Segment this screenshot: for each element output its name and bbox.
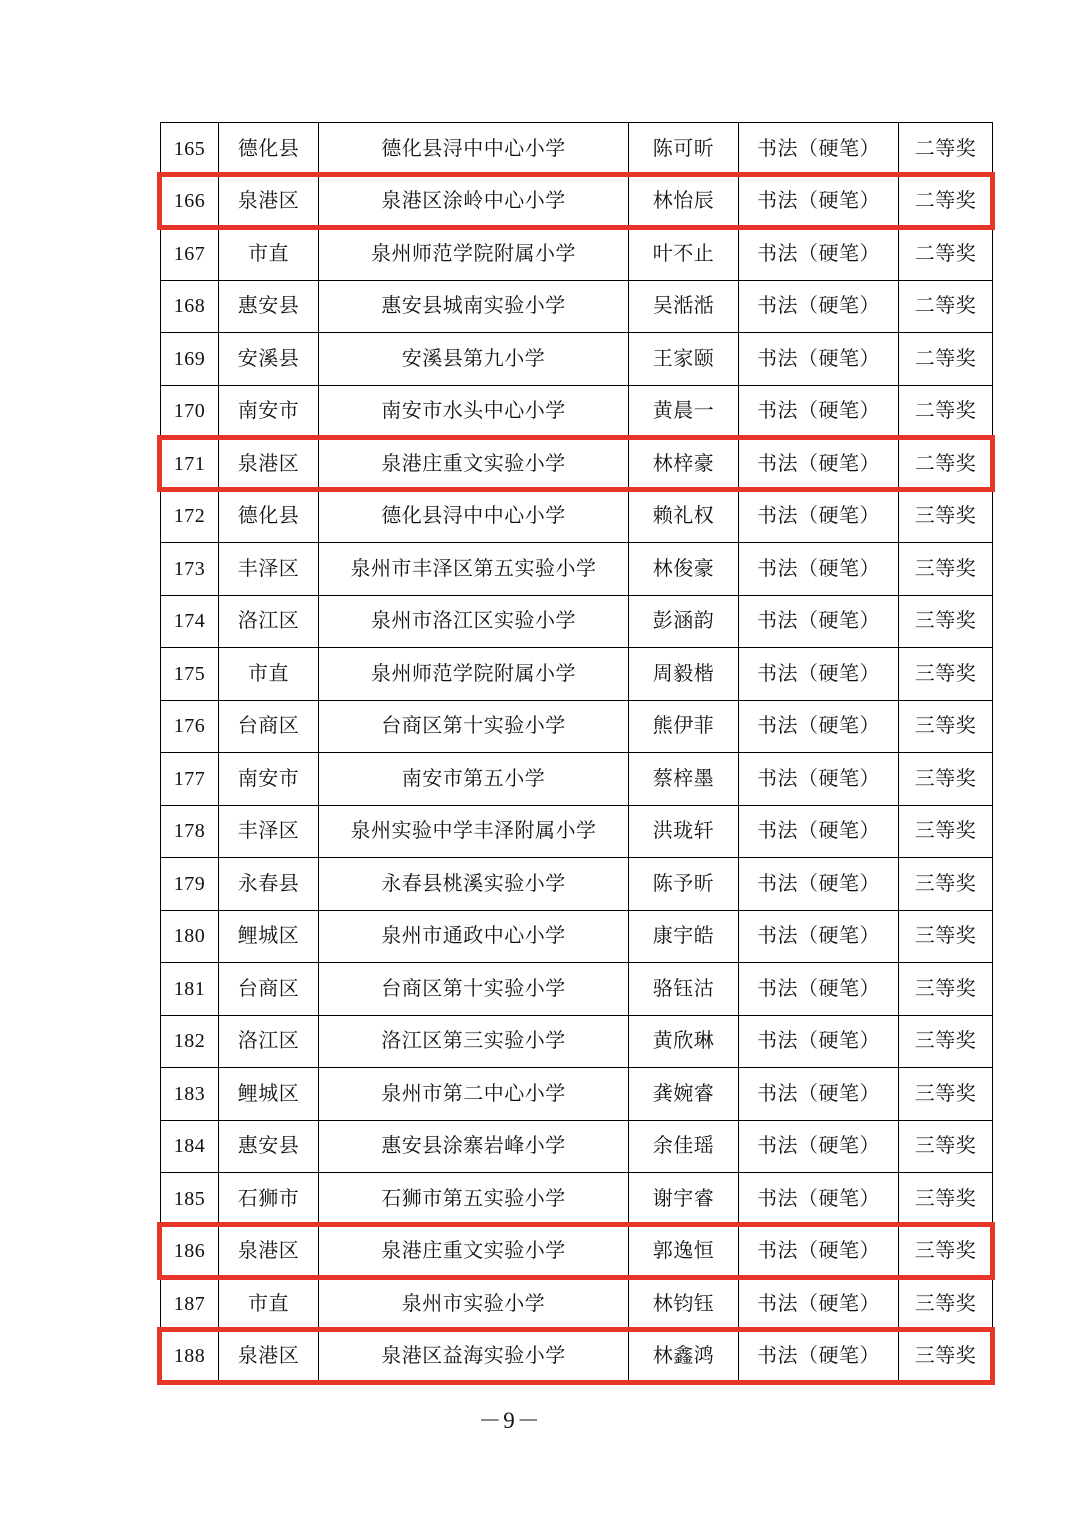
cell-school: 泉州市洛江区实验小学: [319, 595, 629, 648]
cell-student-name: 康宇皓: [629, 910, 739, 963]
cell-category: 书法（硬笔）: [739, 1278, 899, 1331]
cell-district: 惠安县: [219, 280, 319, 333]
cell-award: 三等奖: [899, 1278, 993, 1331]
cell-district: 泉港区: [219, 1225, 319, 1278]
cell-category: 书法（硬笔）: [739, 333, 899, 386]
cell-category: 书法（硬笔）: [739, 175, 899, 228]
cell-district: 丰泽区: [219, 543, 319, 596]
cell-student-name: 林怡辰: [629, 175, 739, 228]
cell-category: 书法（硬笔）: [739, 490, 899, 543]
cell-category: 书法（硬笔）: [739, 1068, 899, 1121]
cell-serial-number: 184: [161, 1120, 219, 1173]
cell-student-name: 林俊豪: [629, 543, 739, 596]
table-row: [161, 1120, 993, 1173]
cell-award: 三等奖: [899, 910, 993, 963]
cell-award: 三等奖: [899, 543, 993, 596]
cell-district: 德化县: [219, 490, 319, 543]
cell-school: 德化县浔中中心小学: [319, 123, 629, 176]
cell-school: 泉州师范学院附属小学: [319, 648, 629, 701]
cell-category: 书法（硬笔）: [739, 910, 899, 963]
cell-award: 三等奖: [899, 858, 993, 911]
cell-school: 台商区第十实验小学: [319, 963, 629, 1016]
table-row: [161, 123, 993, 176]
cell-award: 三等奖: [899, 805, 993, 858]
cell-district: 台商区: [219, 963, 319, 1016]
cell-category: 书法（硬笔）: [739, 648, 899, 701]
award-table: [160, 122, 993, 1383]
cell-district: 洛江区: [219, 1015, 319, 1068]
cell-district: 德化县: [219, 123, 319, 176]
cell-serial-number: 181: [161, 963, 219, 1016]
cell-category: 书法（硬笔）: [739, 228, 899, 281]
table-row: [161, 805, 993, 858]
cell-student-name: 郭逸恒: [629, 1225, 739, 1278]
cell-category: 书法（硬笔）: [739, 280, 899, 333]
cell-serial-number: 182: [161, 1015, 219, 1068]
cell-award: 三等奖: [899, 1015, 993, 1068]
cell-serial-number: 180: [161, 910, 219, 963]
cell-student-name: 王家颐: [629, 333, 739, 386]
cell-award: 二等奖: [899, 228, 993, 281]
cell-student-name: 林钧钰: [629, 1278, 739, 1331]
cell-award: 三等奖: [899, 753, 993, 806]
cell-serial-number: 165: [161, 123, 219, 176]
cell-award: 二等奖: [899, 123, 993, 176]
cell-award: 三等奖: [899, 1225, 993, 1278]
cell-category: 书法（硬笔）: [739, 438, 899, 491]
cell-student-name: 谢宇睿: [629, 1173, 739, 1226]
cell-award: 二等奖: [899, 385, 993, 438]
table-row: [161, 1015, 993, 1068]
table-row: [161, 595, 993, 648]
table-row: [161, 385, 993, 438]
cell-serial-number: 187: [161, 1278, 219, 1331]
cell-student-name: 彭涵韵: [629, 595, 739, 648]
cell-award: 三等奖: [899, 1120, 993, 1173]
cell-category: 书法（硬笔）: [739, 543, 899, 596]
cell-student-name: 林梓豪: [629, 438, 739, 491]
cell-student-name: 赖礼权: [629, 490, 739, 543]
cell-school: 南安市第五小学: [319, 753, 629, 806]
cell-district: 台商区: [219, 700, 319, 753]
cell-district: 泉港区: [219, 1330, 319, 1383]
cell-award: 二等奖: [899, 175, 993, 228]
page-number: －9－: [478, 1408, 542, 1433]
table-row: [161, 1330, 993, 1383]
cell-district: 市直: [219, 648, 319, 701]
cell-category: 书法（硬笔）: [739, 1015, 899, 1068]
cell-school: 石狮市第五实验小学: [319, 1173, 629, 1226]
table-row: [161, 438, 993, 491]
table-row: [161, 1173, 993, 1226]
cell-district: 惠安县: [219, 1120, 319, 1173]
cell-serial-number: 177: [161, 753, 219, 806]
cell-student-name: 陈可昕: [629, 123, 739, 176]
cell-serial-number: 166: [161, 175, 219, 228]
cell-district: 洛江区: [219, 595, 319, 648]
award-table-container: [160, 122, 992, 1383]
cell-school: 安溪县第九小学: [319, 333, 629, 386]
cell-serial-number: 175: [161, 648, 219, 701]
cell-category: 书法（硬笔）: [739, 805, 899, 858]
cell-award: 二等奖: [899, 280, 993, 333]
cell-category: 书法（硬笔）: [739, 1120, 899, 1173]
cell-award: 三等奖: [899, 648, 993, 701]
cell-serial-number: 186: [161, 1225, 219, 1278]
cell-category: 书法（硬笔）: [739, 1225, 899, 1278]
table-row: [161, 963, 993, 1016]
cell-category: 书法（硬笔）: [739, 385, 899, 438]
cell-school: 德化县浔中中心小学: [319, 490, 629, 543]
cell-student-name: 吴湉湉: [629, 280, 739, 333]
table-row: [161, 490, 993, 543]
table-row: [161, 228, 993, 281]
cell-student-name: 余佳瑶: [629, 1120, 739, 1173]
cell-school: 惠安县城南实验小学: [319, 280, 629, 333]
cell-district: 鲤城区: [219, 910, 319, 963]
cell-serial-number: 168: [161, 280, 219, 333]
cell-serial-number: 170: [161, 385, 219, 438]
table-row: [161, 543, 993, 596]
cell-serial-number: 178: [161, 805, 219, 858]
cell-school: 南安市水头中心小学: [319, 385, 629, 438]
cell-award: 二等奖: [899, 438, 993, 491]
cell-student-name: 林鑫鸿: [629, 1330, 739, 1383]
cell-district: 丰泽区: [219, 805, 319, 858]
cell-category: 书法（硬笔）: [739, 595, 899, 648]
cell-school: 泉港庄重文实验小学: [319, 1225, 629, 1278]
cell-school: 泉州市通政中心小学: [319, 910, 629, 963]
cell-award: 三等奖: [899, 595, 993, 648]
table-row: [161, 700, 993, 753]
cell-category: 书法（硬笔）: [739, 963, 899, 1016]
cell-category: 书法（硬笔）: [739, 858, 899, 911]
table-row: [161, 648, 993, 701]
cell-award: 三等奖: [899, 1068, 993, 1121]
table-row: [161, 1225, 993, 1278]
cell-serial-number: 167: [161, 228, 219, 281]
cell-student-name: 黄欣琳: [629, 1015, 739, 1068]
cell-district: 市直: [219, 228, 319, 281]
cell-category: 书法（硬笔）: [739, 753, 899, 806]
table-row: [161, 175, 993, 228]
cell-serial-number: 188: [161, 1330, 219, 1383]
cell-award: 二等奖: [899, 333, 993, 386]
table-row: [161, 1278, 993, 1331]
cell-award: 三等奖: [899, 700, 993, 753]
cell-award: 三等奖: [899, 1330, 993, 1383]
cell-serial-number: 176: [161, 700, 219, 753]
cell-student-name: 叶不止: [629, 228, 739, 281]
cell-district: 泉港区: [219, 438, 319, 491]
cell-district: 鲤城区: [219, 1068, 319, 1121]
cell-serial-number: 183: [161, 1068, 219, 1121]
cell-school: 泉州市丰泽区第五实验小学: [319, 543, 629, 596]
cell-district: 石狮市: [219, 1173, 319, 1226]
cell-district: 市直: [219, 1278, 319, 1331]
cell-student-name: 洪珑轩: [629, 805, 739, 858]
cell-school: 泉港区益海实验小学: [319, 1330, 629, 1383]
cell-serial-number: 174: [161, 595, 219, 648]
cell-student-name: 骆钰沽: [629, 963, 739, 1016]
cell-school: 泉港庄重文实验小学: [319, 438, 629, 491]
table-row: [161, 753, 993, 806]
cell-student-name: 陈予昕: [629, 858, 739, 911]
cell-student-name: 熊伊菲: [629, 700, 739, 753]
cell-award: 三等奖: [899, 490, 993, 543]
cell-serial-number: 185: [161, 1173, 219, 1226]
award-table-body: [161, 123, 993, 1383]
cell-student-name: 蔡梓墨: [629, 753, 739, 806]
table-row: [161, 333, 993, 386]
cell-school: 泉州实验中学丰泽附属小学: [319, 805, 629, 858]
cell-school: 泉州市实验小学: [319, 1278, 629, 1331]
table-row: [161, 280, 993, 333]
cell-category: 书法（硬笔）: [739, 700, 899, 753]
cell-district: 南安市: [219, 385, 319, 438]
table-row: [161, 910, 993, 963]
cell-award: 三等奖: [899, 1173, 993, 1226]
cell-category: 书法（硬笔）: [739, 1173, 899, 1226]
cell-award: 三等奖: [899, 963, 993, 1016]
cell-category: 书法（硬笔）: [739, 1330, 899, 1383]
cell-district: 永春县: [219, 858, 319, 911]
cell-school: 洛江区第三实验小学: [319, 1015, 629, 1068]
cell-serial-number: 173: [161, 543, 219, 596]
cell-serial-number: 172: [161, 490, 219, 543]
cell-category: 书法（硬笔）: [739, 123, 899, 176]
cell-school: 泉州市第二中心小学: [319, 1068, 629, 1121]
cell-district: 泉港区: [219, 175, 319, 228]
cell-school: 泉港区涂岭中心小学: [319, 175, 629, 228]
cell-student-name: 周毅楷: [629, 648, 739, 701]
table-row: [161, 858, 993, 911]
cell-district: 南安市: [219, 753, 319, 806]
cell-student-name: 黄晨一: [629, 385, 739, 438]
cell-serial-number: 179: [161, 858, 219, 911]
table-row: [161, 1068, 993, 1121]
cell-serial-number: 171: [161, 438, 219, 491]
cell-student-name: 龚婉睿: [629, 1068, 739, 1121]
cell-school: 台商区第十实验小学: [319, 700, 629, 753]
cell-serial-number: 169: [161, 333, 219, 386]
cell-school: 永春县桃溪实验小学: [319, 858, 629, 911]
cell-school: 泉州师范学院附属小学: [319, 228, 629, 281]
cell-school: 惠安县涂寨岩峰小学: [319, 1120, 629, 1173]
cell-district: 安溪县: [219, 333, 319, 386]
